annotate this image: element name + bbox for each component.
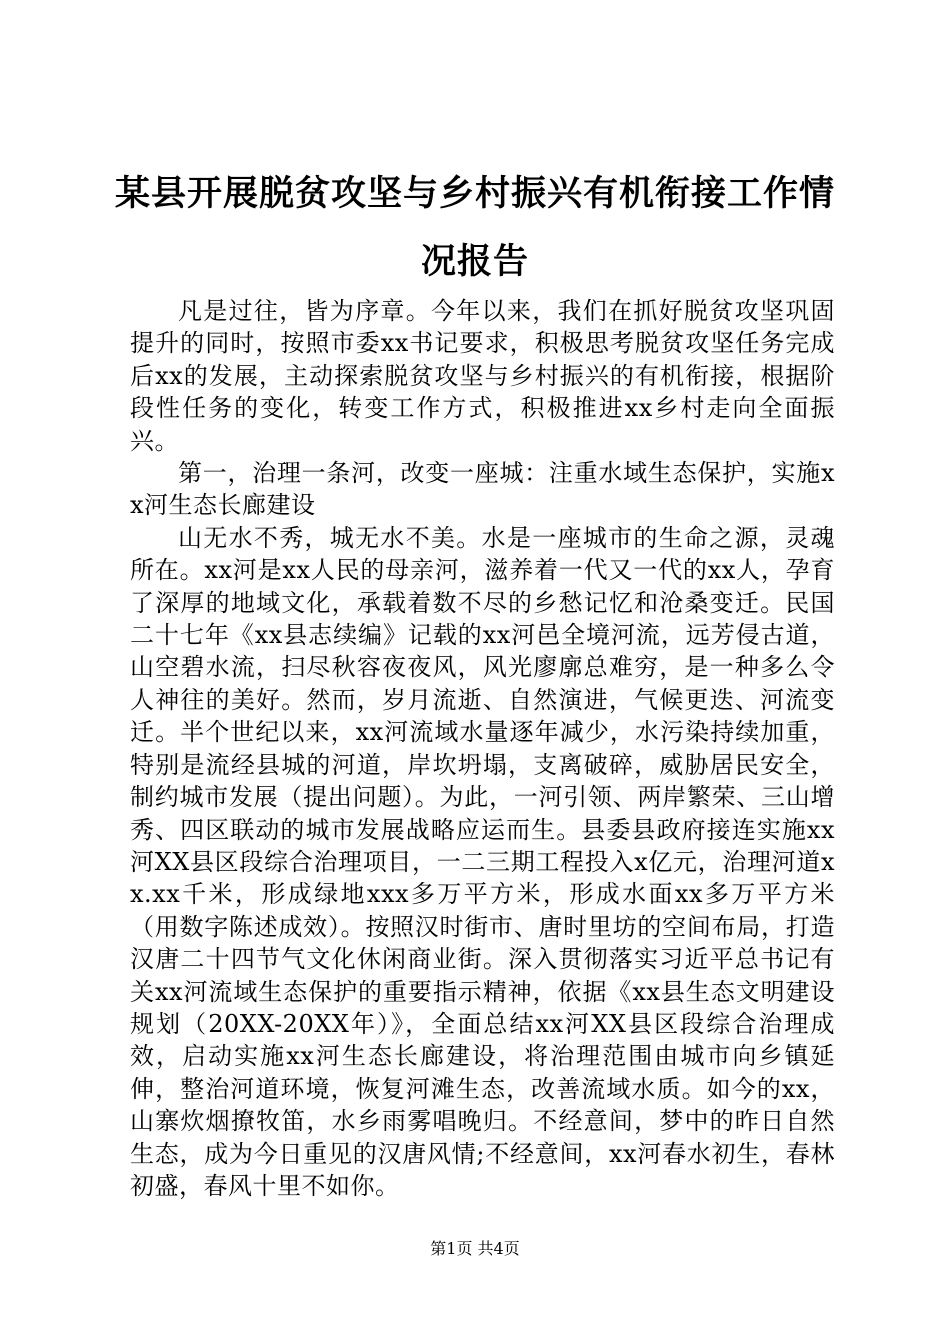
river-paragraph: 山无水不秀，城无水不美。水是一座城市的生命之源，灵魂所在。xx河是xx人民的母亲河，滋养着一代又一代的xx人，孕育了深厚的地域文化，承载着数不尽的乡愁记忆和沧桑变迁。民国二十七年《xx县志续编》记载的xx河邑全境河流，远芳侵古道，山空碧水流，扫尽秋容夜夜风，风光廖廓总难穷，是一种多么令人神往的美好。然而，岁月流逝、自然演进，气候更迭、河流变迁。半个世纪以来，xx河流域水量逐年减少，水污染持续加重，特别是流经县城的河道，岸坎坍塌，支离破碎，威胁居民安全，制约城市发展（提出问题）。为此，一河引领、两岸繁荣、三山增秀、四区联动的城市发展战略应运而生。县委县政府接连实施xx河XX县区段综合治理项目，一二三期工程投入x亿元，治理河道xx.xx千米，形成绿地xxx多万平方米，形成水面xx多万平方米（用数字陈述成效）。按照汉时街市、唐时里坊的空间布局，打造汉唐二十四节气文化休闲商业街。深入贯彻落实习近平总书记有关xx河流域生态保护的重要指示精神，依据《xx县生态文明建设规划（20XX-20XX年）》，全面总结xx河XX县区段综合治理成效，启动实施xx河生态长廊建设，将治理范围由城市向乡镇延伸，整治河道环境，恢复河滩生态，改善流域水质。如今的xx，山寨炊烟撩牧笛，水乡雨雾唱晚归。不经意间，梦中的昨日自然生态，成为今日重见的汉唐风情;不经意间，xx河春水初生，春林初盛，春风十里不如你。 xyxy=(130,523,835,1200)
section-heading-paragraph: 第一，治理一条河，改变一座城：注重水域生态保护，实施xx河生态长廊建设 xyxy=(130,459,835,520)
document-body xyxy=(130,295,835,1202)
document-title: 某县开展脱贫攻坚与乡村振兴有机衔接工作情况报告 xyxy=(114,173,835,282)
page-footer: 第1页 共4页 xyxy=(430,1239,520,1258)
intro-paragraph: 凡是过往，皆为序章。今年以来，我们在抓好脱贫攻坚巩固提升的同时，按照市委xx书记要求，积极思考脱贫攻坚任务完成后xx的发展，主动探索脱贫攻坚与乡村振兴的有机衔接，根据阶段性任务的变化，转变工作方式，积极推进xx乡村走向全面振兴。 xyxy=(130,297,835,455)
